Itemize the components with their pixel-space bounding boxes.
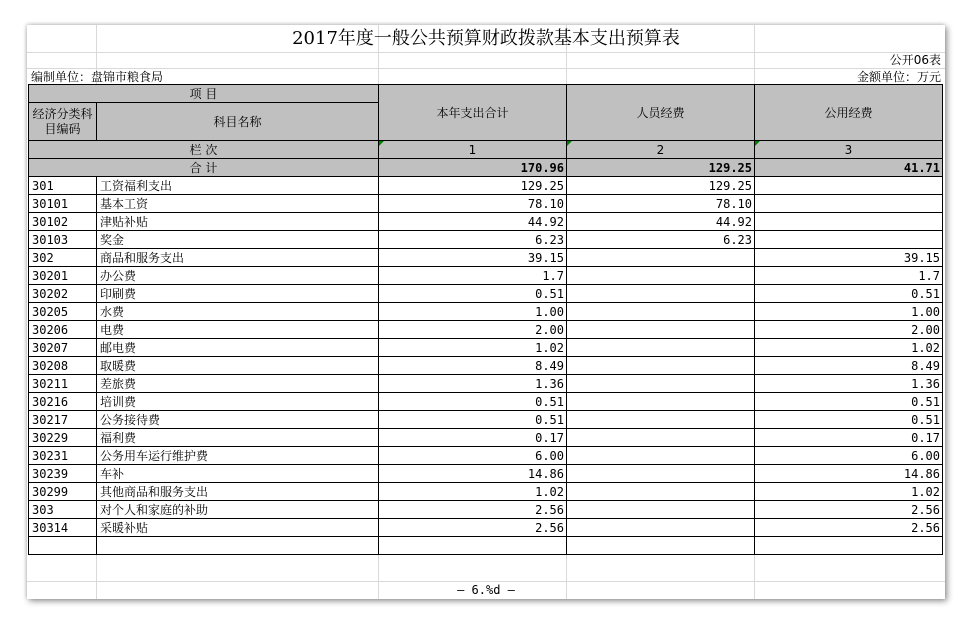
row-code: 30103 xyxy=(29,231,97,249)
row-personnel: 6.23 xyxy=(567,231,755,249)
table-row xyxy=(29,501,943,519)
row-personnel xyxy=(567,501,755,519)
row-name: 取暖费 xyxy=(97,357,379,375)
row-total: 129.25 xyxy=(379,177,567,195)
empty-cell xyxy=(29,537,97,555)
personnel-column-header: 人员经费 xyxy=(567,85,755,141)
gridline xyxy=(27,68,945,69)
table-row xyxy=(29,465,943,483)
row-code: 30314 xyxy=(29,519,97,537)
row-name: 工资福利支出 xyxy=(97,177,379,195)
row-code: 303 xyxy=(29,501,97,519)
table-row xyxy=(29,195,943,213)
sum-personnel: 129.25 xyxy=(567,159,755,177)
empty-cell xyxy=(379,537,567,555)
table-row xyxy=(29,321,943,339)
table-row xyxy=(29,285,943,303)
row-public: 2.56 xyxy=(755,501,943,519)
project-header: 项 目 xyxy=(29,85,379,103)
econ-code-header: 经济分类科目编码 xyxy=(29,103,97,141)
row-public: 0.51 xyxy=(755,285,943,303)
budget-table xyxy=(28,84,943,555)
row-name: 公务用车运行维护费 xyxy=(97,447,379,465)
row-total: 2.00 xyxy=(379,321,567,339)
row-name: 水费 xyxy=(97,303,379,321)
row-total: 44.92 xyxy=(379,213,567,231)
compiling-unit: 编制单位：盘锦市粮食局 xyxy=(31,70,164,84)
table-row xyxy=(29,267,943,285)
row-total: 1.02 xyxy=(379,483,567,501)
row-name: 培训费 xyxy=(97,393,379,411)
empty-cell xyxy=(755,537,943,555)
row-total: 14.86 xyxy=(379,465,567,483)
row-personnel xyxy=(567,339,755,357)
row-personnel xyxy=(567,375,755,393)
row-public: 1.00 xyxy=(755,303,943,321)
table-row xyxy=(29,519,943,537)
column-index-label: 栏 次 xyxy=(29,141,379,159)
row-total: 1.36 xyxy=(379,375,567,393)
row-public: 0.51 xyxy=(755,393,943,411)
column-index-2: 2 xyxy=(567,141,755,159)
row-personnel xyxy=(567,249,755,267)
row-name: 福利费 xyxy=(97,429,379,447)
row-name: 电费 xyxy=(97,321,379,339)
row-personnel xyxy=(567,321,755,339)
row-public: 1.7 xyxy=(755,267,943,285)
row-name: 办公费 xyxy=(97,267,379,285)
column-index-3: 3 xyxy=(755,141,943,159)
row-personnel: 78.10 xyxy=(567,195,755,213)
row-total: 2.56 xyxy=(379,501,567,519)
table-row xyxy=(29,249,943,267)
row-personnel: 129.25 xyxy=(567,177,755,195)
row-total: 2.56 xyxy=(379,519,567,537)
table-row xyxy=(29,393,943,411)
row-name: 津贴补贴 xyxy=(97,213,379,231)
row-name: 对个人和家庭的补助 xyxy=(97,501,379,519)
table-row xyxy=(29,429,943,447)
table-row xyxy=(29,177,943,195)
row-personnel xyxy=(567,285,755,303)
row-total: 78.10 xyxy=(379,195,567,213)
row-code: 30207 xyxy=(29,339,97,357)
row-code: 30229 xyxy=(29,429,97,447)
table-row xyxy=(29,339,943,357)
row-code: 30101 xyxy=(29,195,97,213)
row-code: 30211 xyxy=(29,375,97,393)
row-public: 1.36 xyxy=(755,375,943,393)
table-row xyxy=(29,357,943,375)
row-personnel xyxy=(567,411,755,429)
row-code: 30299 xyxy=(29,483,97,501)
row-code: 30217 xyxy=(29,411,97,429)
form-number: 公开06表 xyxy=(889,53,941,67)
row-public xyxy=(755,195,943,213)
amount-unit: 金额单位：万元 xyxy=(856,70,941,84)
row-code: 30239 xyxy=(29,465,97,483)
row-total: 1.02 xyxy=(379,339,567,357)
row-name: 公务接待费 xyxy=(97,411,379,429)
row-total: 6.23 xyxy=(379,231,567,249)
subject-name-header: 科目名称 xyxy=(97,103,379,141)
sum-public: 41.71 xyxy=(755,159,943,177)
row-code: 30102 xyxy=(29,213,97,231)
row-total: 1.00 xyxy=(379,303,567,321)
row-total: 0.51 xyxy=(379,285,567,303)
row-public xyxy=(755,213,943,231)
row-code: 30201 xyxy=(29,267,97,285)
row-name: 商品和服务支出 xyxy=(97,249,379,267)
gridline xyxy=(27,52,945,53)
row-name: 基本工资 xyxy=(97,195,379,213)
spreadsheet-sheet xyxy=(27,25,945,599)
row-personnel xyxy=(567,393,755,411)
row-name: 其他商品和服务支出 xyxy=(97,483,379,501)
row-name: 奖金 xyxy=(97,231,379,249)
public-column-header: 公用经费 xyxy=(755,85,943,141)
row-personnel xyxy=(567,465,755,483)
row-code: 30231 xyxy=(29,447,97,465)
row-public xyxy=(755,177,943,195)
total-column-header: 本年支出合计 xyxy=(379,85,567,141)
table-row xyxy=(29,411,943,429)
row-personnel xyxy=(567,429,755,447)
empty-row xyxy=(29,537,943,555)
row-public: 2.00 xyxy=(755,321,943,339)
empty-cell xyxy=(97,537,379,555)
row-code: 30202 xyxy=(29,285,97,303)
row-public: 1.02 xyxy=(755,483,943,501)
page-title: 2017年度一般公共预算财政拨款基本支出预算表 xyxy=(292,28,680,49)
table-row xyxy=(29,375,943,393)
row-public: 2.56 xyxy=(755,519,943,537)
row-public: 8.49 xyxy=(755,357,943,375)
table-row xyxy=(29,213,943,231)
row-personnel xyxy=(567,303,755,321)
row-total: 0.17 xyxy=(379,429,567,447)
empty-cell xyxy=(567,537,755,555)
row-code: 30205 xyxy=(29,303,97,321)
row-name: 车补 xyxy=(97,465,379,483)
table-row xyxy=(29,231,943,249)
row-public: 14.86 xyxy=(755,465,943,483)
row-personnel xyxy=(567,519,755,537)
table-row xyxy=(29,303,943,321)
row-public: 6.00 xyxy=(755,447,943,465)
row-total: 1.7 xyxy=(379,267,567,285)
row-total: 0.51 xyxy=(379,393,567,411)
row-code: 30208 xyxy=(29,357,97,375)
sum-label: 合 计 xyxy=(29,159,379,177)
row-personnel xyxy=(567,357,755,375)
row-code: 301 xyxy=(29,177,97,195)
row-code: 30206 xyxy=(29,321,97,339)
row-public: 0.17 xyxy=(755,429,943,447)
row-public: 39.15 xyxy=(755,249,943,267)
row-personnel xyxy=(567,483,755,501)
row-name: 采暖补贴 xyxy=(97,519,379,537)
row-total: 0.51 xyxy=(379,411,567,429)
table-row xyxy=(29,483,943,501)
sum-total: 170.96 xyxy=(379,159,567,177)
row-name: 印刷费 xyxy=(97,285,379,303)
row-personnel xyxy=(567,267,755,285)
table-row xyxy=(29,447,943,465)
row-total: 39.15 xyxy=(379,249,567,267)
row-personnel xyxy=(567,447,755,465)
row-total: 8.49 xyxy=(379,357,567,375)
row-total: 6.00 xyxy=(379,447,567,465)
row-public: 1.02 xyxy=(755,339,943,357)
column-index-1: 1 xyxy=(379,141,567,159)
row-name: 差旅费 xyxy=(97,375,379,393)
row-code: 302 xyxy=(29,249,97,267)
row-personnel: 44.92 xyxy=(567,213,755,231)
row-public: 0.51 xyxy=(755,411,943,429)
row-code: 30216 xyxy=(29,393,97,411)
row-public xyxy=(755,231,943,249)
row-name: 邮电费 xyxy=(97,339,379,357)
page-footer: — 6.%d — xyxy=(457,583,515,597)
